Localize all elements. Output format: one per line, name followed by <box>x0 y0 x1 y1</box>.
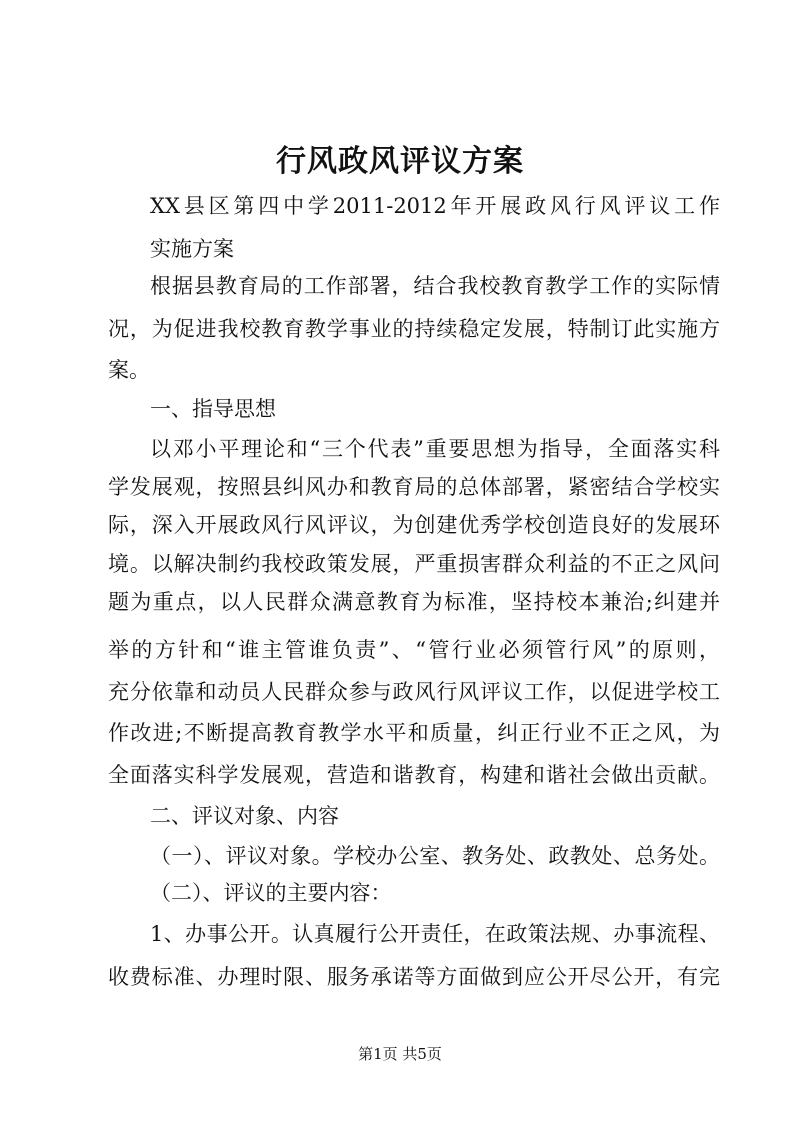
paragraph-line: 充分依靠和动员人民群众参与政风行风评议工作，以促进学校工 <box>108 680 720 704</box>
paragraph-line: 1、办事公开。认真履行公开责任，在政策法规、办事流程、 <box>150 922 720 946</box>
paragraph-line: 案。 <box>108 358 150 382</box>
subtitle-line-2: 实施方案 <box>150 237 234 261</box>
paragraph-line: 作改进;不断提高教育教学水平和质量，纠正行业不正之风，为 <box>108 721 720 745</box>
paragraph-line: 际，深入开展政风行风评议，为创建优秀学校创造良好的发展环 <box>108 513 720 537</box>
paragraph-line: 全面落实科学发展观，营造和谐教育，构建和谐社会做出贡献。 <box>108 763 720 787</box>
paragraph-line: 举的方针和“谁主管谁负责”、“管行业必须管行风”的原则， <box>108 638 720 662</box>
paragraph-line: （二）、评议的主要内容： <box>150 881 392 905</box>
paragraph-line: 收费标准、办理时限、服务承诺等方面做到应公开尽公开，有完 <box>108 965 720 989</box>
paragraph-line: 根据县教育局的工作部署，结合我校教育教学工作的实际情 <box>150 274 720 298</box>
paragraph-line: 境。以解决制约我校政策发展，严重损害群众利益的不正之风问 <box>108 552 720 576</box>
subtitle-line-1: XX县区第四中学2011-2012年开展政风行风评议工作 <box>150 194 720 218</box>
paragraph-line: 以邓小平理论和“三个代表”重要思想为指导，全面落实科 <box>150 437 720 461</box>
paragraph-line: 况，为促进我校教育教学事业的持续稳定发展，特制订此实施方 <box>108 317 720 341</box>
paragraph-line: （一）、评议对象。学校办公室、教务处、政教处、总务处。 <box>150 844 720 868</box>
section-heading: 二、评议对象、内容 <box>150 804 339 828</box>
paragraph-line: 题为重点，以人民群众满意教育为标准，坚持校本兼治;纠建并 <box>108 590 720 614</box>
section-heading: 一、指导思想 <box>150 397 276 421</box>
document-title: 行风政风评议方案 <box>276 144 524 179</box>
paragraph-line: 学发展观，按照县纠风办和教育局的总体部署，紧密结合学校实 <box>108 475 720 499</box>
page-footer: 第1页 共5页 <box>358 1045 442 1063</box>
